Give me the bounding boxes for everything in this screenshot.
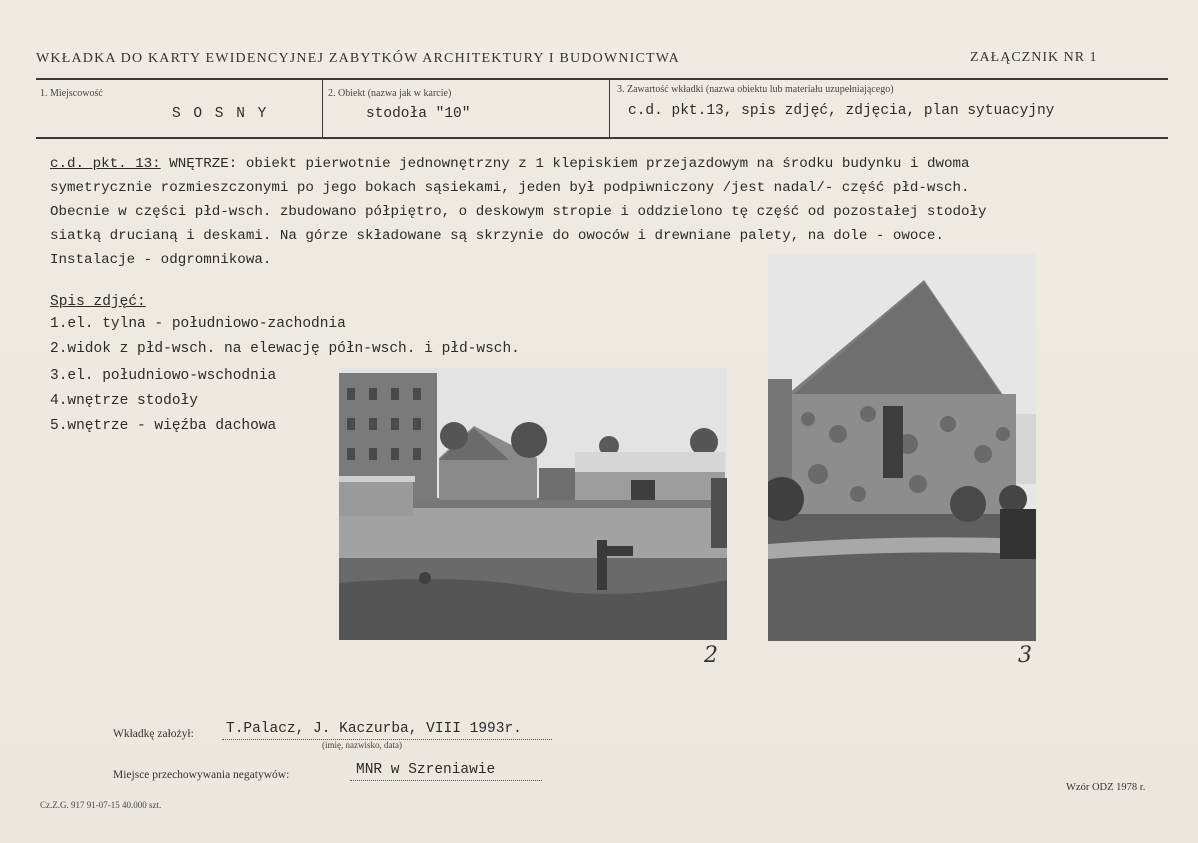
field-divider-1 (322, 80, 323, 137)
photo-number: 2 (704, 643, 718, 668)
fields-bottom-rule (36, 137, 1168, 139)
photo-stone-barn (768, 254, 1036, 641)
description-line-5: Instalacje - odgromnikowa. (50, 252, 272, 268)
print-code: Cz.Z.G. 917 91-07-15 40.000 szt. (40, 800, 162, 810)
stone-barn-photo-icon (768, 254, 1036, 641)
storage-label: Miejsce przechowywania negatywów: (113, 769, 290, 781)
form-title: WKŁADKA DO KARTY EWIDENCYJNEJ ZABYTKÓW ARCHITEKTURY I BUDOWNICTWA (36, 51, 680, 66)
photo-list-item: 4.wnętrze stodoły (50, 393, 198, 409)
locality-label: 1. Miejscowość (40, 88, 103, 99)
photo-list-item: 3.el. południowo-wschodnia (50, 368, 277, 384)
courtyard-photo-icon (339, 368, 727, 640)
photo-list-item: 2.widok z płd-wsch. na elewację półn-wsch. i płd-wsch. (50, 341, 520, 357)
field-divider-2 (609, 80, 610, 137)
photo-number: 3 (1018, 643, 1032, 668)
author-hint: (imię, nazwisko, data) (322, 740, 402, 750)
description-line-2: symetrycznie rozmieszczonymi po jego bokach sąsiekami, jeden był podpiwniczony /jest nadal/- część płd-wsch. (50, 180, 970, 196)
photo-courtyard (339, 368, 727, 640)
contents-label: 3. Zawartość wkładki (nazwa obiektu lub materiału uzupełniającego) (617, 84, 894, 95)
form-model: Wzór ODZ 1978 r. (1066, 782, 1146, 793)
section-heading: WNĘTRZE: (169, 156, 238, 172)
object-value: stodoła "10" (366, 106, 471, 122)
locality-value: S O S N Y (172, 106, 269, 122)
photo-list-item: 1.el. tylna - południowo-zachodnia (50, 316, 346, 332)
annex-number: ZAŁĄCZNIK NR 1 (970, 50, 1098, 65)
top-rule (36, 78, 1168, 80)
photo-list-title: Spis zdjęć: (50, 294, 146, 310)
object-label: 2. Obiekt (nazwa jak w karcie) (328, 88, 452, 99)
storage-dotline (350, 780, 542, 781)
description-line-4: siatką drucianą i deskami. Na górze składowane są skrzynie do owoców i drewniane palety, na dole - owoce. (50, 228, 944, 244)
author-value: T.Palacz, J. Kaczurba, VIII 1993r. (226, 721, 522, 737)
photo-list-item: 5.wnętrze - więźba dachowa (50, 418, 277, 434)
description-line-3: Obecnie w części płd-wsch. zbudowano półpiętro, o deskowym stropie i oddzielono tę część od pozostałej stodoły (50, 204, 987, 220)
section-ref: c.d. pkt. 13: (50, 156, 161, 172)
storage-value: MNR w Szreniawie (356, 762, 496, 778)
description-line-1: obiekt pierwotnie jednownętrzny z 1 klepiskiem przejazdowym na środku budynku i dwoma (245, 156, 970, 172)
author-label: Wkładkę założył: (113, 728, 194, 740)
contents-value: c.d. pkt.13, spis zdjęć, zdjęcia, plan sytuacyjny (628, 103, 1055, 119)
